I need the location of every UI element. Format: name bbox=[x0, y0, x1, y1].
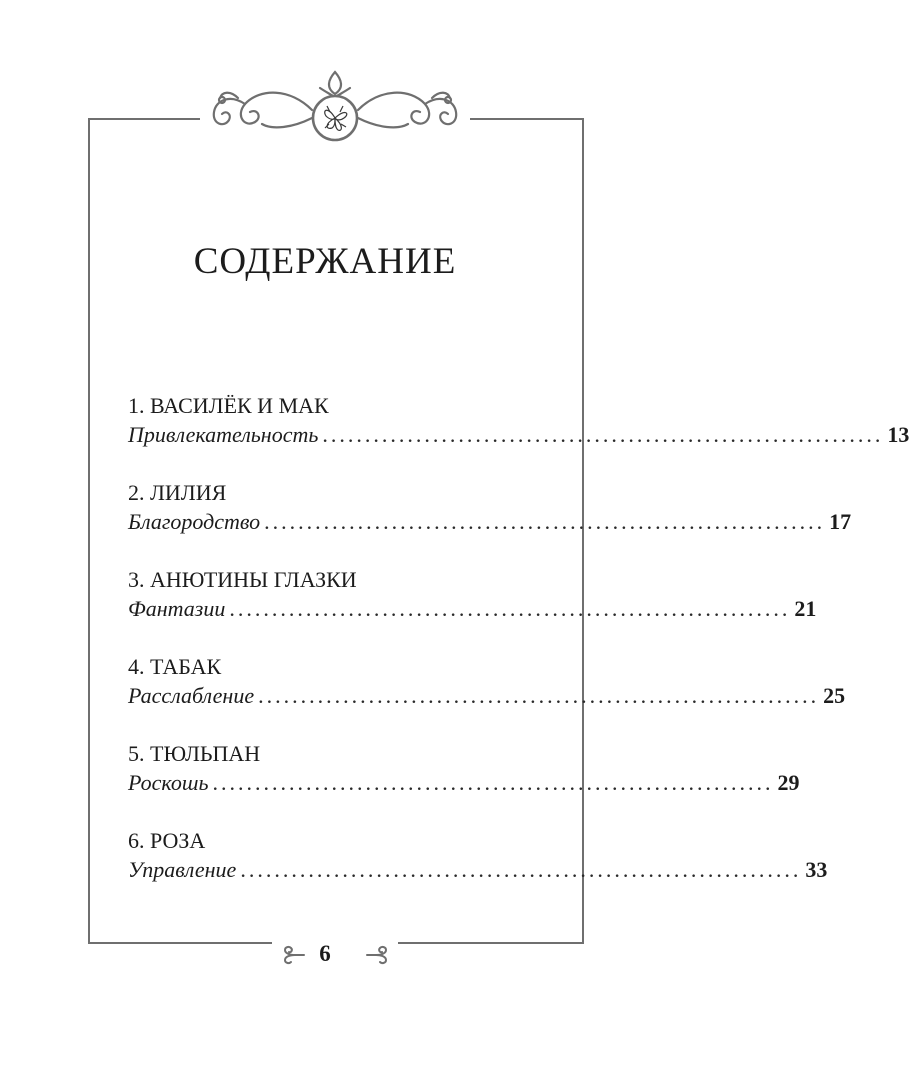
dot-leader: .................................................................. bbox=[322, 422, 884, 447]
toc-subline bbox=[128, 681, 846, 711]
dot-leader: .................................................................. bbox=[264, 509, 826, 534]
chapter-subtitle: Фантазии bbox=[128, 596, 226, 621]
toc-entry bbox=[128, 479, 852, 566]
toc-entry bbox=[128, 740, 800, 827]
toc-entry bbox=[128, 392, 909, 479]
toc-entry bbox=[128, 827, 828, 914]
toc-subline bbox=[128, 420, 909, 450]
page-title: СОДЕРЖАНИЕ bbox=[193, 241, 457, 282]
toc-subline bbox=[128, 507, 852, 537]
chapter-title: 4. ТАБАК bbox=[128, 654, 222, 679]
toc-subline bbox=[128, 855, 828, 885]
page-reference: 33 bbox=[805, 857, 828, 882]
chapter-subtitle: Привлекательность bbox=[128, 422, 319, 447]
chapter-subtitle: Расслабление bbox=[128, 683, 255, 708]
toc-subline bbox=[128, 768, 800, 798]
toc-subline bbox=[128, 594, 817, 624]
page-reference: 21 bbox=[794, 596, 817, 621]
toc-entry bbox=[128, 566, 817, 653]
dot-leader: .................................................................. bbox=[212, 770, 774, 795]
page-reference: 17 bbox=[829, 509, 852, 534]
chapter-title: 5. ТЮЛЬПАН bbox=[128, 741, 261, 766]
dot-leader: .................................................................. bbox=[229, 596, 791, 621]
chapter-title: 1. ВАСИЛЁК И МАК bbox=[128, 393, 329, 418]
page-footer bbox=[0, 935, 650, 975]
chapter-subtitle: Управление bbox=[128, 857, 237, 882]
dot-leader: .................................................................. bbox=[240, 857, 802, 882]
chapter-subtitle: Роскошь bbox=[128, 770, 209, 795]
chapter-title: 2. ЛИЛИЯ bbox=[128, 480, 227, 505]
page-reference: 29 bbox=[777, 770, 800, 795]
toc-entry bbox=[128, 653, 846, 740]
page-number: 6 bbox=[319, 941, 331, 966]
dot-leader: .................................................................. bbox=[258, 683, 820, 708]
page-reference: 25 bbox=[823, 683, 846, 708]
flower-scroll-ornament-icon bbox=[200, 66, 470, 146]
chapter-subtitle: Благородство bbox=[128, 509, 261, 534]
page-reference: 13 bbox=[887, 422, 909, 447]
chapter-title: 6. РОЗА bbox=[128, 828, 206, 853]
table-of-contents bbox=[128, 392, 909, 914]
chapter-title: 3. АНЮТИНЫ ГЛАЗКИ bbox=[128, 567, 357, 592]
